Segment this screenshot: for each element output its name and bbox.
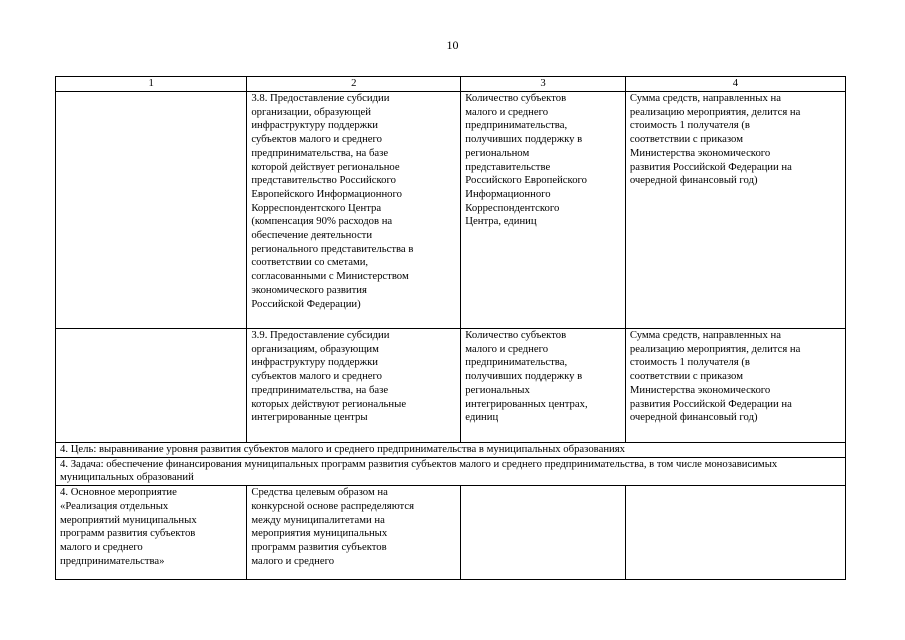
task-row [56, 457, 846, 485]
task-text: 4. Задача: обеспечение финансирования муниципальных программ развития субъектов малого и среднего предпринимательства, в том числе монозависимых муниципальных образований [56, 457, 846, 485]
row-4-main-measure: 4. Основное мероприятие «Реализация отдельных мероприятий муниципальных программ развития субъектов малого и среднего предпринимательства» [56, 486, 247, 580]
row-3-8-indicator: Количество субъектов малого и среднего предпринимательства, получивших поддержку в региональном представительстве Российского Европейского Информационного Корреспондентского Центра, единиц [461, 92, 626, 329]
row-4-col-3 [461, 486, 626, 580]
row-4-col-4 [625, 486, 845, 580]
row-4-description: Средства целевым образом на конкурсной основе распределяются между муниципалитетами на мероприятия муниципальных программ развития субъектов малого и среднего [247, 486, 461, 580]
row-3-8-method: Сумма средств, направленных на реализацию мероприятия, делится на стоимость 1 получателя (в соответствии с приказом Министерства экономического развития Российской Федерации на очередной финансовый год) [625, 92, 845, 329]
row-3-9-col-1 [56, 329, 247, 443]
goal-text: 4. Цель: выравнивание уровня развития субъектов малого и среднего предпринимательства в муниципальных образованиях [56, 443, 846, 458]
table-row [56, 92, 846, 329]
row-3-8-measure: 3.8. Предоставление субсидии организации, образующей инфраструктуру поддержки субъектов малого и среднего предпринимательства, на базе которой действует региональное представительство Российского Европейского Информационного Корреспондентского Центра (компенсация 90% расходов на обеспечение деятельности регионального представительства в соответствии со сметами, согласованными с Министерством экономического развития Российской Федерации) [247, 92, 461, 329]
column-header-1: 1 [56, 77, 247, 92]
table-header-row [56, 77, 846, 92]
row-3-9-measure: 3.9. Предоставление субсидии организациям, образующим инфраструктуру поддержки субъектов малого и среднего предпринимательства, на базе которых действуют региональные интегрированные центры [247, 329, 461, 443]
table-row [56, 486, 846, 580]
table-row [56, 329, 846, 443]
column-header-2: 2 [247, 77, 461, 92]
column-header-4: 4 [625, 77, 845, 92]
column-header-3: 3 [461, 77, 626, 92]
indicator-table [55, 76, 846, 580]
page-number: 10 [446, 38, 459, 52]
row-3-9-indicator: Количество субъектов малого и среднего предпринимательства, получивших поддержку в региональных интегрированных центрах, единиц [461, 329, 626, 443]
goal-row [56, 443, 846, 458]
row-3-9-method: Сумма средств, направленных на реализацию мероприятия, делится на стоимость 1 получателя (в соответствии с приказом Министерства экономического развития Российской Федерации на очередной финансовый год) [625, 329, 845, 443]
row-3-8-col-1 [56, 92, 247, 329]
